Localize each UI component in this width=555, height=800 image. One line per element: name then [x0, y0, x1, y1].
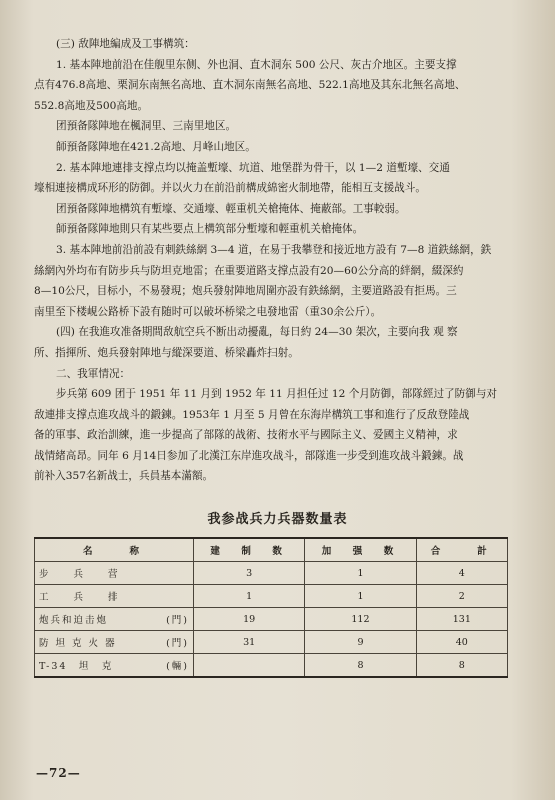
- header-established: 建 制 数: [194, 538, 305, 562]
- text-line: 所、指揮所、炮兵發射陣地与縱深要道、桥梁轟炸扫射。: [34, 346, 299, 359]
- text-line: 团預备隊陣地構筑有塹壕、交通壕、輕重机关槍掩体、掩蔽部。工事較弱。: [56, 202, 406, 215]
- cell-reinforced: 1: [305, 562, 416, 585]
- cell-total: 2: [416, 585, 507, 608]
- text-line: (三) 敌陣地編成及工事構筑：: [56, 38, 195, 50]
- cell-total: 40: [416, 631, 507, 654]
- cell-established: 3: [194, 562, 305, 585]
- text-line: 战情緒高昂。同年 6 月14日参加了北漢江东岸進攻战斗，部隊進一步受到進攻战斗鍛鍊。战: [34, 449, 464, 462]
- forces-table: [34, 537, 508, 678]
- header-name: 名 称: [35, 538, 194, 562]
- text-line: 团預备隊陣地在楓洞里、三南里地区。: [56, 120, 237, 133]
- text-line: 絲網內外均布有防步兵与防坦克地雷；在重要道路支撑点設有20—60公分高的絆網，綴深約: [34, 264, 464, 277]
- table-row: [35, 654, 508, 678]
- text-line: 3. 基本陣地前沿前設有刺鉄絲網 3—4 道，在易于我攀登和接近地方設有 7—8 道鉄絲網，鉄: [56, 243, 492, 256]
- row-name-cell: [35, 608, 194, 631]
- table-row: [35, 608, 508, 631]
- table-row: [35, 562, 508, 585]
- cell-total: 131: [416, 608, 507, 631]
- text-line: 敌連排支撑点進攻战斗的鍛鍊。1953年 1 月至 5 月曾在东海岸構筑工事和進行了反敌登陸战: [34, 408, 470, 421]
- row-unit: (輛): [166, 661, 189, 672]
- text-line: 師預备隊陣地則只有某些要点上構筑部分塹壕和輕重机关槍掩体。: [56, 223, 364, 236]
- table-title: 我参战兵力兵器数量表: [207, 512, 348, 527]
- table-row: [35, 631, 508, 654]
- cell-total: 4: [416, 562, 507, 585]
- row-name-cell: [35, 562, 194, 585]
- cell-established: [194, 654, 305, 678]
- header-reinforced: 加 强 数: [305, 538, 416, 562]
- cell-established: 31: [194, 631, 305, 654]
- text-line: 前补入357名新战士，兵員基本滿額。: [34, 470, 214, 483]
- row-name: T-34 坦 克: [39, 661, 114, 672]
- page-number: —72—: [36, 766, 81, 780]
- row-name: 步 兵 营: [39, 569, 120, 580]
- cell-reinforced: 1: [305, 585, 416, 608]
- text-line: 备的軍事、政治訓練，進一步提高了部隊的战術、技術水平与國际主义、爱國主义精神，求: [34, 429, 458, 442]
- cell-established: 1: [194, 585, 305, 608]
- text-line: 師預备隊陣地在421.2高地、月峰山地区。: [56, 140, 256, 153]
- text-line: 2. 基本陣地連排支撑点均以掩盖塹壕、坑道、地堡群为骨干，以 1—2 道塹壕、交通: [56, 161, 450, 174]
- text-line: 1. 基本陣地前沿在佳舰里东侧、外也洞、直木洞东 500 公尺、灰古介地区。主要支撑: [56, 58, 457, 71]
- row-name: 防 坦 克 火 器: [39, 638, 117, 649]
- cell-reinforced: 9: [305, 631, 416, 654]
- text-line: 南里至下楼峴公路桥下設有随时可以破坏桥梁之电發地雷（重30余公斤）。: [34, 305, 382, 318]
- cell-reinforced: 8: [305, 654, 416, 678]
- cell-reinforced: 112: [305, 608, 416, 631]
- table-row: [35, 585, 508, 608]
- row-name: 炮兵和迫击炮: [39, 615, 109, 626]
- text-line: (四) 在我進攻准备期間敌航空兵不断出动擾亂，每日約 24—30 架次，主要向我 观 察: [56, 326, 458, 339]
- row-name-cell: [35, 585, 194, 608]
- text-line: 步兵第 609 团于 1951 年 11 月到 1952 年 11 月担任过 12 个月防御，部隊經过了防御与对: [56, 388, 498, 401]
- table-body: [35, 562, 508, 678]
- table-header-row: [35, 538, 508, 562]
- text-line: 二、我軍情况：: [56, 367, 131, 380]
- row-name-cell: [35, 654, 194, 678]
- text-line: 552.8高地及500高地。: [34, 99, 149, 112]
- row-name: 工 兵 排: [39, 592, 120, 603]
- row-unit: (門): [166, 615, 189, 626]
- cell-total: 8: [416, 654, 507, 678]
- text-line: 点有476.8高地、栗洞东南無名高地、直木洞东南無名高地、522.1高地及其东北無名高地、: [34, 79, 466, 92]
- text-line: 8—10公尺，目标小，不易發現；炮兵發射陣地周圍亦設有鉄絲網，主要道路設有拒馬。三: [34, 285, 457, 298]
- body-text: [34, 34, 504, 487]
- row-unit: (門): [166, 638, 189, 649]
- header-total: 合 計: [416, 538, 507, 562]
- row-name-cell: [35, 631, 194, 654]
- text-line: 壕相連接構成环形的防御。并以火力在前沿前構成綿密火制地帶，能相互支援战斗。: [34, 182, 426, 195]
- cell-established: 19: [194, 608, 305, 631]
